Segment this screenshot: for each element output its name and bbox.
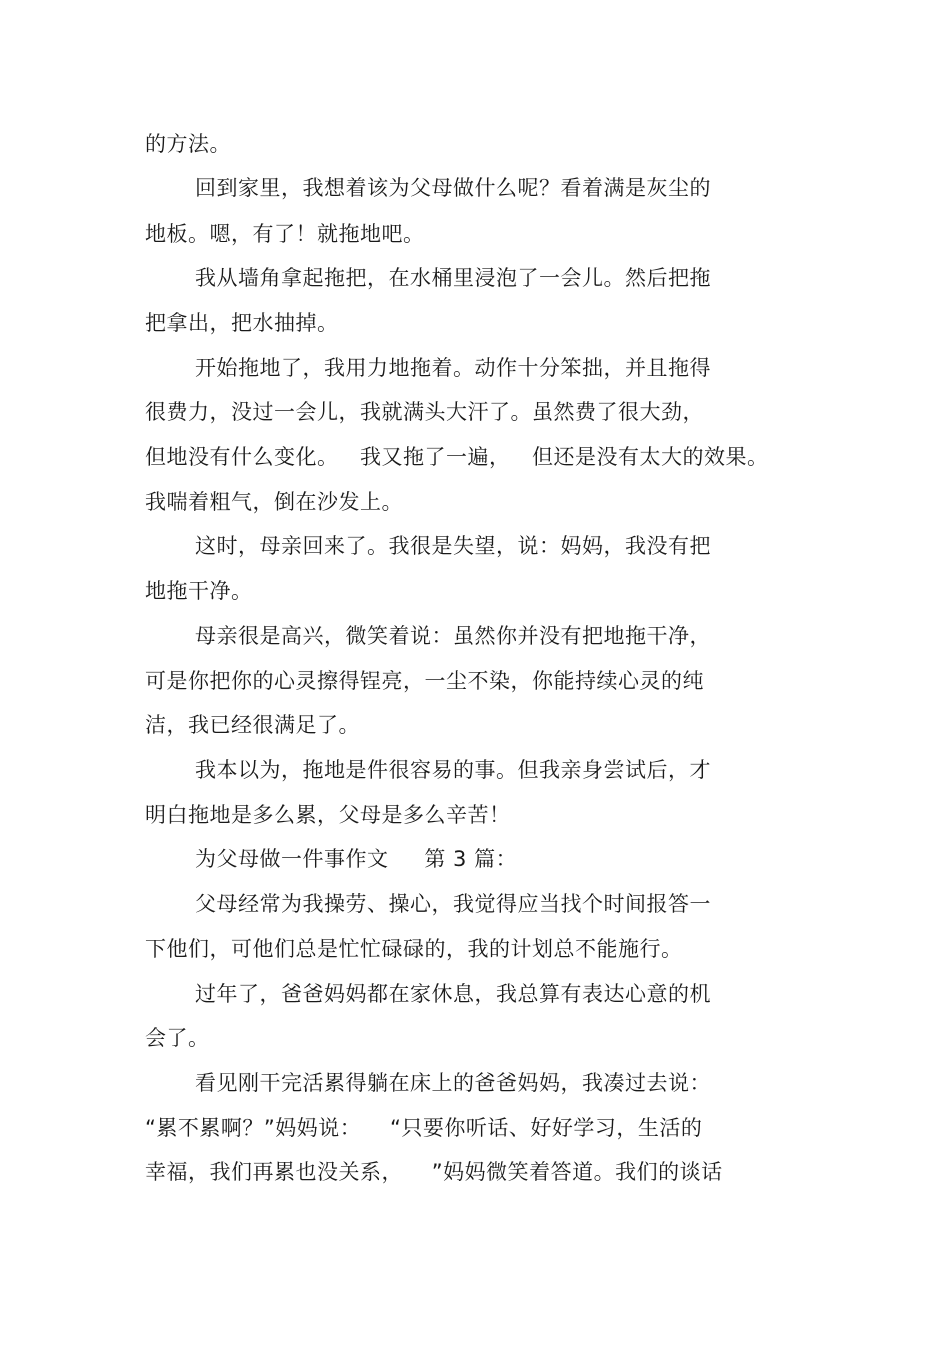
text-line: 父母经常为我操劳、操心，我觉得应当找个时间报答一: [195, 892, 711, 916]
text-line: 幸福，我们再累也没关系， ”妈妈微笑着答道。我们的谈话: [145, 1160, 723, 1184]
text-line: 地板。嗯，有了！就拖地吧。: [145, 222, 425, 246]
text-line: 看见刚干完活累得躺在床上的爸爸妈妈，我凑过去说：: [195, 1071, 711, 1095]
text-line: 开始拖地了，我用力地拖着。动作十分笨拙，并且拖得: [195, 356, 711, 380]
text-line: 可是你把你的心灵擦得锃亮，一尘不染，你能持续心灵的纯: [145, 669, 704, 693]
text-line: 回到家里，我想着该为父母做什么呢？看着满是灰尘的: [195, 176, 711, 200]
text-line: 会了。: [145, 1026, 210, 1050]
text-line: 我本以为，拖地是件很容易的事。但我亲身尝试后，才: [195, 758, 711, 782]
text-line: 母亲很是高兴，微笑着说：虽然你并没有把地拖干净，: [195, 624, 711, 648]
text-line: 明白拖地是多么累，父母是多么辛苦！: [145, 803, 511, 827]
text-line: 很费力，没过一会儿，我就满头大汗了。虽然费了很大劲，: [145, 400, 704, 424]
text-line: “累不累啊？”妈妈说： “只要你听话、好好学习，生活的: [145, 1116, 703, 1140]
section-heading: 为父母做一件事作文 第 3 篇：: [195, 847, 518, 871]
text-line: 但地没有什么变化。 我又拖了一遍， 但还是没有太大的效果。: [145, 445, 769, 469]
text-line: 下他们，可他们总是忙忙碌碌的，我的计划总不能施行。: [145, 937, 683, 961]
text-line: 洁，我已经很满足了。: [145, 713, 360, 737]
text-line: 的方法。: [145, 132, 231, 156]
text-line: 我喘着粗气，倒在沙发上。: [145, 490, 403, 514]
text-line: 地拖干净。: [145, 579, 253, 603]
text-line: 过年了，爸爸妈妈都在家休息，我总算有表达心意的机: [195, 982, 711, 1006]
text-line: 把拿出，把水抽掉。: [145, 311, 339, 335]
text-line: 这时，母亲回来了。我很是失望，说：妈妈，我没有把: [195, 534, 711, 558]
text-line: 我从墙角拿起拖把，在水桶里浸泡了一会儿。然后把拖: [195, 266, 711, 290]
